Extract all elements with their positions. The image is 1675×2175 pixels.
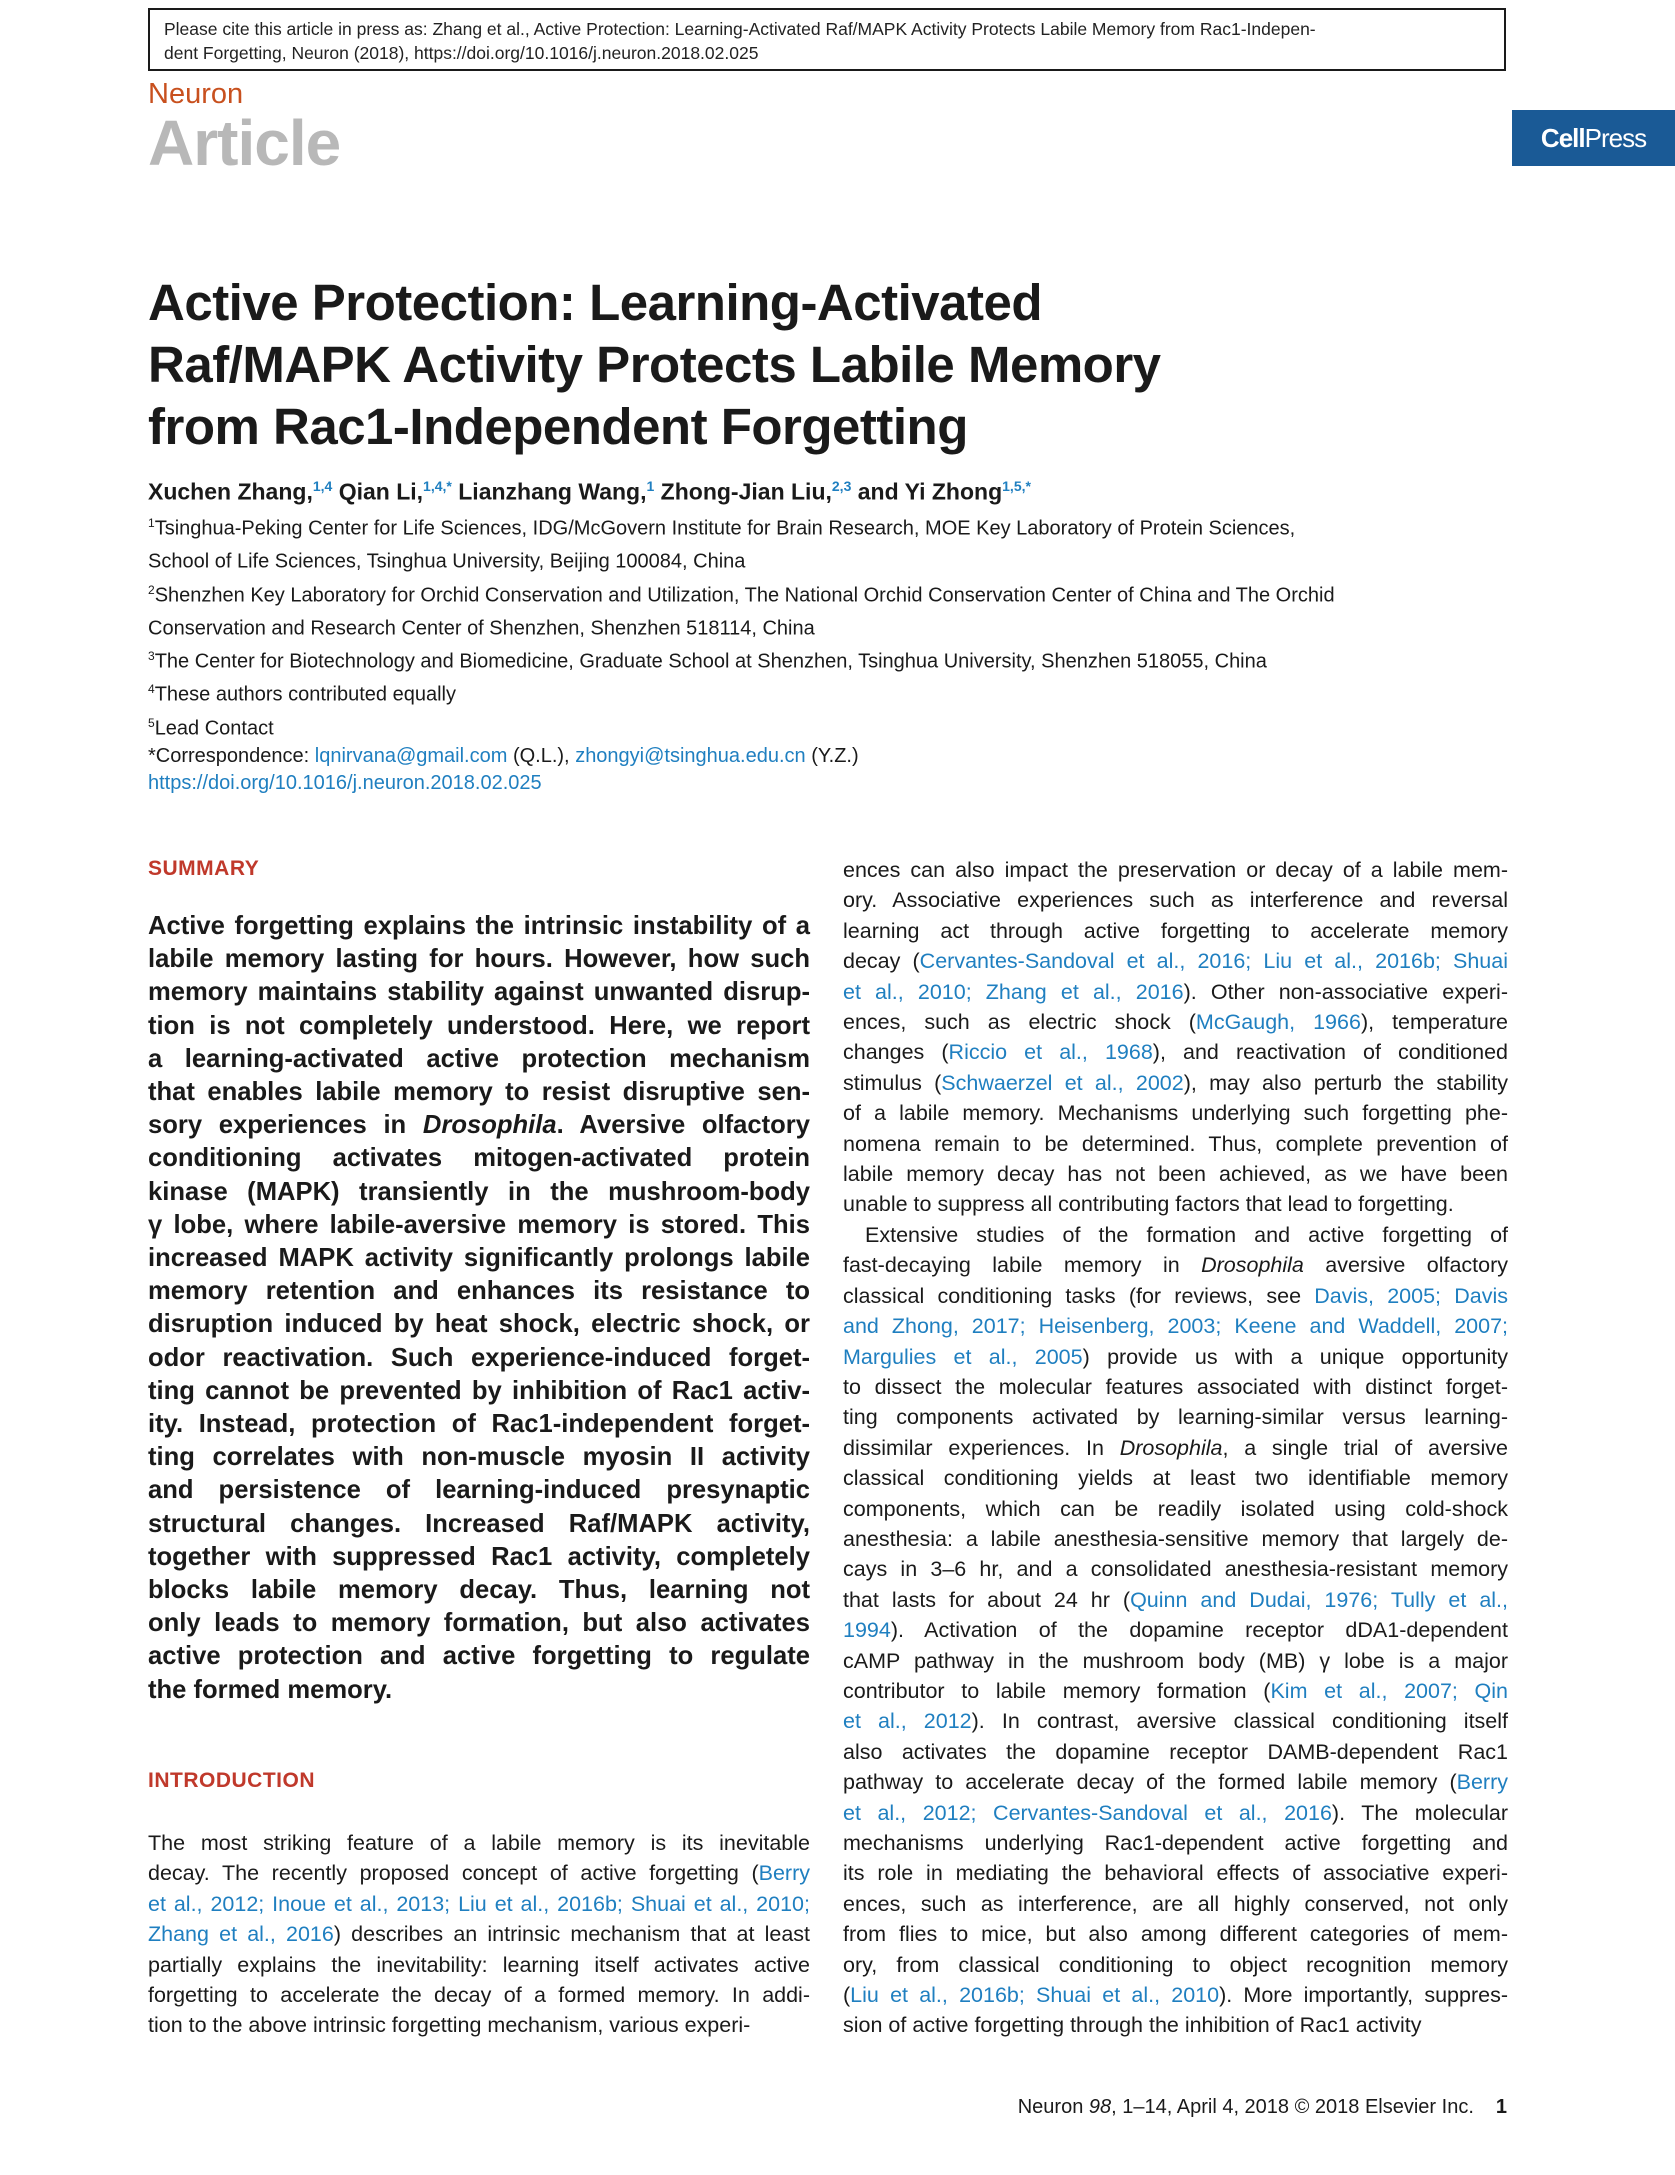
text-line: fast-decaying labile memory in Drosophila aversive olfactory — [843, 1253, 1508, 1278]
text-line: γ lobe, where labile-aversive memory is stored. This — [148, 1210, 810, 1239]
journal-name: Neuron — [148, 78, 244, 110]
text-line: mechanisms underlying Rac1-dependent active forgetting and — [843, 1831, 1508, 1855]
text-line: cays in 3–6 hr, and a consolidated anesthesia-resistant memory — [843, 1557, 1508, 1582]
citation-link[interactable]: et al., 2012 — [843, 1709, 972, 1734]
text-line: that enables labile memory to resist disruptive sen- — [148, 1078, 810, 1107]
citation-link[interactable]: Liu et al., 2016b; Shuai et al., 2010 — [850, 1983, 1220, 2008]
text-line: ences, such as electric shock (McGaugh, 1966), temperature — [843, 1010, 1508, 1035]
author-affiliation-marker[interactable]: 1 — [646, 478, 655, 494]
title-line: Raf/MAPK Activity Protects Labile Memory — [148, 336, 1161, 393]
text-line: ting components activated by learning-similar versus learning- — [843, 1405, 1508, 1430]
text-line: ory. Associative experiences such as interference and reversal — [843, 888, 1508, 913]
cellpress-logo — [1512, 110, 1675, 166]
author-list — [148, 478, 1031, 506]
citation-line-2: dent Forgetting, Neuron (2018), https://doi.org/10.1016/j.neuron.2018.02.025 — [164, 43, 759, 63]
affiliation-line: $^1$Tsinghua-Peking Center for Life Sciences, IDG/McGovern Institute for Brain Research, MOE Key Laboratory of Protein Sciences, — [148, 516, 1296, 540]
text-line: unable to suppress all contributing factors that lead to forgetting. — [843, 1192, 1454, 1217]
affiliation-line: School of Life Sciences, Tsinghua University, Beijing 100084, China — [148, 550, 746, 573]
author-affiliation-marker[interactable]: 1,5,* — [1002, 478, 1031, 494]
citation-notice-box — [148, 8, 1506, 71]
author-name: and Yi Zhong — [851, 478, 1003, 505]
article-title — [148, 272, 1448, 458]
citation-link[interactable]: et al., 2012; Inoue et al., 2013; Liu et al., 2016b; Shuai et al., 2010; — [148, 1891, 810, 1916]
text-line — [148, 1889, 810, 1919]
affiliation-line: $^4$These authors contributed equally — [148, 682, 456, 706]
author-affiliation-marker[interactable]: 1,4 — [312, 478, 333, 494]
text-line: decay (Cervantes-Sandoval et al., 2016; Liu et al., 2016b; Shuai — [843, 949, 1508, 974]
text-line: memory maintains stability against unwanted disrup- — [148, 978, 810, 1007]
citation-link[interactable]: Quinn and Dudai, 1976; Tully et al., — [1130, 1587, 1509, 1612]
doi-line — [148, 770, 1478, 798]
citation-link[interactable]: Zhang et al., 2016 — [148, 1922, 334, 1947]
text-line: odor reactivation. Such experience-induced forget- — [148, 1343, 810, 1372]
text-line: memory retention and enhances its resistance to — [148, 1277, 810, 1306]
title-line: from Rac1-Independent Forgetting — [148, 398, 968, 455]
text-line: its role in mediating the behavioral effects of associative experi- — [843, 1861, 1508, 1886]
text-line: Active forgetting explains the intrinsic instability of a — [148, 912, 810, 940]
affiliation-line: $^2$Shenzhen Key Laboratory for Orchid Conservation and Utilization, The National Orchid Conservation Center of China and The Orchid — [148, 582, 1335, 607]
author-name: Zhong-Jian Liu, — [654, 478, 832, 505]
text-line: ences, such as interference, are all highly conserved, not only — [843, 1891, 1508, 1916]
text-line: disruption induced by heat shock, electric shock, or — [148, 1310, 810, 1339]
author-name: Xuchen Zhang, — [148, 478, 313, 505]
citation-link[interactable]: Schwaerzel et al., 2002 — [941, 1070, 1184, 1095]
text-line: nomena remain to be determined. Thus, complete prevention of — [843, 1131, 1508, 1156]
text-line: only leads to memory formation, but also activates — [148, 1609, 810, 1638]
text-line: ting correlates with non-muscle myosin II activity — [148, 1443, 810, 1472]
citation-link[interactable]: McGaugh, 1966 — [1195, 1010, 1361, 1035]
footer-volume: 98 — [1088, 2096, 1112, 2118]
text-line: pathway to accelerate decay of the formed labile memory (Berry — [843, 1770, 1508, 1795]
introduction-heading: INTRODUCTION — [148, 1769, 315, 1792]
title-line: Active Protection: Learning-Activated — [148, 274, 1042, 331]
text-line: together with suppressed Rac1 activity, completely — [148, 1542, 810, 1571]
citation-link[interactable]: Berry — [758, 1861, 810, 1886]
text-line: tion to the above intrinsic forgetting mechanism, various experi- — [148, 2013, 751, 2038]
text-line: conditioning activates mitogen-activated protein — [148, 1144, 810, 1173]
text-line: anesthesia: a labile anesthesia-sensitive memory that largely de- — [843, 1526, 1508, 1551]
text-line: Margulies et al., 2005) provide us with a unique opportunity — [843, 1344, 1508, 1369]
logo-press: Press — [1584, 122, 1647, 153]
summary-heading: SUMMARY — [148, 857, 260, 880]
page-number: 1 — [1495, 2096, 1507, 2118]
text-line: labile memory lasting for hours. However, how such — [148, 945, 810, 974]
text-line: (Liu et al., 2016b; Shuai et al., 2010). More importantly, suppres- — [843, 1983, 1508, 2008]
text-line: 1994). Activation of the dopamine receptor dDA1-dependent — [843, 1618, 1508, 1643]
text-line: sory experiences in Drosophila. Aversive olfactory — [148, 1111, 810, 1140]
text-line: classical conditioning tasks (for reviews, see Davis, 2005; Davis — [843, 1283, 1508, 1308]
citation-link[interactable]: Kim et al., 2007; Qin — [1270, 1678, 1508, 1703]
citation-link[interactable]: Riccio et al., 1968 — [948, 1040, 1153, 1065]
author-affiliation-marker[interactable]: 2,3 — [831, 478, 852, 494]
text-line: and persistence of learning-induced presynaptic — [148, 1476, 810, 1505]
email-link-yz[interactable]: zhongyi@tsinghua.edu.cn — [575, 744, 806, 767]
text-line: of a labile memory. Mechanisms underlying such forgetting phe- — [843, 1101, 1508, 1126]
citation-link[interactable]: Margulies et al., 2005 — [843, 1344, 1083, 1369]
text-line: changes (Riccio et al., 1968), and reactivation of conditioned — [843, 1040, 1509, 1065]
text-line: ting cannot be prevented by inhibition of Rac1 activ- — [148, 1376, 810, 1405]
text-line: ity. Instead, protection of Rac1-independent forget- — [148, 1410, 810, 1439]
citation-link[interactable]: Berry — [1456, 1770, 1508, 1795]
introduction-text-left — [148, 1828, 810, 2041]
text-line: active protection and active forgetting to regulate — [148, 1642, 810, 1671]
text-line: also activates the dopamine receptor DAMB-dependent Rac1 — [843, 1739, 1508, 1764]
text-line: et al., 2012; Cervantes-Sandoval et al., 2016). The molecular — [843, 1800, 1508, 1825]
text-line: a learning-activated active protection mechanism — [148, 1044, 810, 1073]
affiliation-line: $^3$The Center for Biotechnology and Biomedicine, Graduate School at Shenzhen, Tsinghua University, Shenzhen 518055, China — [148, 649, 1267, 673]
text-line: the formed memory. — [148, 1675, 393, 1704]
footer-pages: , 1–14, April 4, 2018 © 2018 Elsevier Inc. — [1111, 2096, 1474, 2118]
logo-cell: Cell — [1540, 122, 1585, 153]
affiliation-line: $^5$Lead Contact — [148, 715, 274, 740]
citation-link[interactable]: 1994 — [843, 1618, 891, 1643]
text-line: to dissect the molecular features associated with distinct forget- — [843, 1374, 1508, 1399]
affiliations — [148, 510, 1478, 798]
text-line: decay. The recently proposed concept of active forgetting (Berry — [148, 1861, 810, 1886]
text-line — [843, 1311, 1508, 1341]
text-line: Zhang et al., 2016) describes an intrinsic mechanism that at least — [148, 1922, 810, 1947]
text-line: et al., 2010; Zhang et al., 2016). Other non-associative experi- — [843, 979, 1508, 1004]
citation-link[interactable]: et al., 2012; Cervantes-Sandoval et al., 2016 — [843, 1800, 1332, 1825]
text-line: kinase (MAPK) transiently in the mushroom-body — [148, 1177, 810, 1206]
text-line: that lasts for about 24 hr (Quinn and Dudai, 1976; Tully et al., — [843, 1587, 1509, 1612]
affiliation-line: Conservation and Research Center of Shenzhen, Shenzhen 518114, China — [148, 617, 815, 640]
text-line: contributor to labile memory formation (Kim et al., 2007; Qin — [843, 1678, 1508, 1703]
citation-link[interactable]: et al., 2010; Zhang et al., 2016 — [843, 979, 1184, 1004]
summary-text — [148, 910, 810, 1707]
text-line: from flies to mice, but also among different categories of mem- — [843, 1922, 1508, 1947]
email-link-ql[interactable]: lqnirvana@gmail.com — [314, 744, 508, 767]
text-line: components, which can be readily isolated using cold-shock — [843, 1496, 1508, 1521]
page-footer — [1018, 2096, 1507, 2119]
text-line: blocks labile memory decay. Thus, learning not — [148, 1576, 810, 1605]
text-line: ences can also impact the preservation or decay of a labile mem- — [843, 858, 1508, 882]
text-line: structural changes. Increased Raf/MAPK activity, — [148, 1509, 810, 1538]
text-line: stimulus (Schwaerzel et al., 2002), may also perturb the stability — [843, 1070, 1509, 1095]
author-name: Qian Li, — [332, 478, 424, 505]
text-line: partially explains the inevitability: learning itself activates active — [148, 1952, 810, 1977]
text-line: ory, from classical conditioning to object recognition memory — [843, 1952, 1508, 1977]
citation-link[interactable]: and Zhong, 2017; Heisenberg, 2003; Keene and Waddell, 2007; — [843, 1314, 1508, 1339]
text-line: et al., 2012). In contrast, aversive classical conditioning itself — [843, 1709, 1508, 1734]
citation-line-1: Please cite this article in press as: Zhang et al., Active Protection: Learning-Activated Raf/MAPK Activity Protects Labile Memory from Rac1-Indepen- — [164, 19, 1316, 39]
text-line: learning act through active forgetting to accelerate memory — [843, 918, 1508, 943]
text-line: forgetting to accelerate the decay of a formed memory. In addi- — [148, 1983, 810, 2008]
introduction-text-right — [843, 855, 1508, 2041]
footer-journal: Neuron — [1017, 2096, 1089, 2118]
article-type-label: Article — [148, 107, 341, 179]
author-affiliation-marker[interactable]: 1,4,* — [423, 478, 452, 494]
text-line: Extensive studies of the formation and active forgetting of — [865, 1222, 1508, 1247]
text-line: cAMP pathway in the mushroom body (MB) γ lobe is a major — [843, 1648, 1508, 1673]
text-line: sion of active forgetting through the inhibition of Rac1 activity — [843, 2013, 1422, 2038]
correspondence-line: *Correspondence: lqnirvana@gmail.com (Q.L.), zhongyi@tsinghua.edu.cn (Y.Z.) — [148, 744, 859, 767]
text-line: The most striking feature of a labile memory is its inevitable — [148, 1831, 810, 1855]
text-line: tion is not completely understood. Here, we report — [148, 1011, 810, 1040]
author-name: Lianzhang Wang, — [451, 478, 647, 505]
text-line: increased MAPK activity significantly prolongs labile — [148, 1244, 810, 1273]
text-line: dissimilar experiences. In Drosophila, a single trial of aversive — [843, 1435, 1508, 1460]
citation-link[interactable]: Cervantes-Sandoval et al., 2016; Liu et al., 2016b; Shuai — [919, 949, 1508, 974]
text-line: labile memory decay has not been achieved, as we have been — [843, 1162, 1508, 1187]
text-line: classical conditioning yields at least two identifiable memory — [843, 1466, 1508, 1491]
doi-link[interactable]: https://doi.org/10.1016/j.neuron.2018.02.025 — [148, 772, 542, 795]
citation-link[interactable]: Davis, 2005; Davis — [1314, 1283, 1508, 1308]
